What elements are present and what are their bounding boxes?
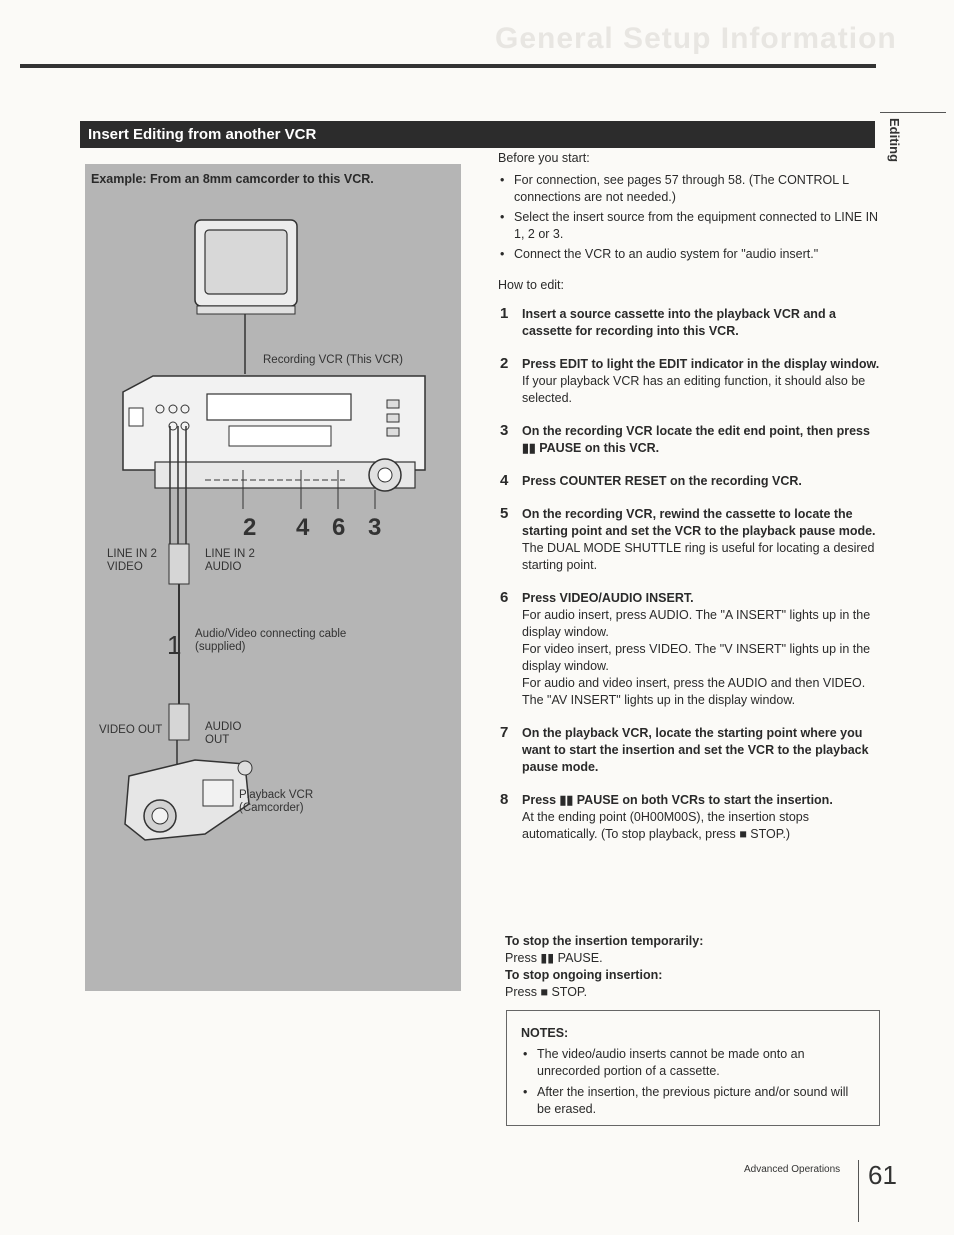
step-body: If your playback VCR has an editing function, it should also be selected.: [522, 374, 866, 405]
section-header: [80, 121, 875, 148]
footer-rule: [858, 1160, 859, 1222]
step: [498, 306, 880, 340]
list-item: • Select the insert source from the equipment connected to LINE IN 1, 2 or 3.: [498, 209, 880, 243]
callout-4: 4: [296, 514, 310, 541]
faint-header: General Setup Information: [495, 22, 897, 55]
side-rule: [880, 112, 946, 113]
step-number: 1: [500, 305, 509, 322]
step-body: For audio insert, press AUDIO. The "A INSERT" lights up in the display window. For video insert, press VIDEO. The "V INSERT" lights up in the display window. For audio and video insert, press the AUDIO and then VIDEO. The "AV INSERT" lights up in the display window.: [522, 608, 871, 707]
step-heading: Press EDIT to light the EDIT indicator in the display window.: [522, 357, 880, 371]
line-in-audio-label: LINE IN 2 AUDIO: [205, 548, 255, 573]
side-tab: [880, 114, 910, 174]
step-heading: Press VIDEO/AUDIO INSERT.: [522, 591, 694, 605]
stop-temp-body: Press ▮▮ PAUSE.: [505, 951, 603, 965]
step-heading: On the recording VCR, rewind the cassette to locate the starting point and set the VCR to the playback pause mode.: [522, 507, 876, 538]
vcr-icon: [123, 376, 425, 491]
step-number: 2: [500, 355, 509, 372]
callout-6: 6: [332, 514, 346, 541]
video-out-label: VIDEO OUT: [99, 724, 163, 736]
before-start: Before you start:: [498, 151, 590, 165]
notes-box: [506, 1010, 880, 1126]
step-body: The DUAL MODE SHUTTLE ring is useful for locating a desired starting point.: [522, 541, 875, 572]
side-tab-label: Editing: [887, 118, 902, 163]
step-heading: On the recording VCR locate the edit end point, then press ▮▮ PAUSE on this VCR.: [522, 424, 870, 455]
section-title: Insert Editing from another VCR: [88, 126, 317, 143]
playback-vcr-label: Playback VCR (Camcorder): [239, 789, 314, 814]
step-number: 3: [500, 422, 509, 439]
step: [498, 506, 880, 574]
step-number: 8: [500, 791, 509, 808]
steps-list: [498, 306, 880, 843]
tv-monitor-icon: [195, 220, 297, 374]
stop-temp-heading: To stop the insertion temporarily:: [505, 934, 704, 948]
step: [498, 725, 880, 776]
recording-vcr-label: Recording VCR (This VCR): [263, 354, 403, 366]
callout-3: 3: [368, 514, 382, 541]
example-panel: [85, 164, 461, 991]
callout-2: 2: [243, 514, 257, 541]
stop-ongoing-body: Press ■ STOP.: [505, 985, 588, 999]
cable-label: Audio/Video connecting cable (supplied): [195, 628, 347, 653]
instructions: [498, 150, 880, 859]
notes-list: [521, 1046, 865, 1118]
list-item: • For connection, see pages 57 through 58. (The CONTROL L connections are not needed.): [498, 172, 880, 206]
line-in-video-label: LINE IN 2 VIDEO: [107, 548, 157, 573]
step-heading: Insert a source cassette into the playback VCR and a cassette for recording into this VCR.: [522, 307, 837, 338]
step-heading: On the playback VCR, locate the starting point where you want to start the insertion and set the VCR to the playback pause mode.: [522, 726, 869, 774]
list-item: • The video/audio inserts cannot be made onto an unrecorded portion of a cassette.: [521, 1046, 865, 1080]
connection-diagram: [85, 164, 461, 991]
step: [498, 473, 880, 490]
stop-info: [505, 933, 875, 1001]
notes-heading: NOTES:: [521, 1026, 569, 1040]
step: [498, 792, 880, 843]
cable-number: 1: [167, 630, 182, 660]
example-label: Example: From an 8mm camcorder to this VCR.: [91, 172, 374, 186]
step-number: 6: [500, 589, 509, 606]
step-number: 4: [500, 472, 509, 489]
stop-ongoing-heading: To stop ongoing insertion:: [505, 968, 663, 982]
step-number: 7: [500, 724, 509, 741]
how-to-edit: How to edit:: [498, 278, 565, 292]
step-heading: Press ▮▮ PAUSE on both VCRs to start the insertion.: [522, 793, 833, 807]
footer-section-label: Advanced Operations: [744, 1164, 841, 1175]
step: [498, 356, 880, 407]
step-heading: Press COUNTER RESET on the recording VCR.: [522, 474, 802, 488]
list-item: • Connect the VCR to an audio system for "audio insert.": [498, 246, 880, 263]
prerequisite-list: [498, 172, 880, 263]
step-number: 5: [500, 505, 509, 522]
page-number: 61: [868, 1160, 897, 1190]
audio-out-label: AUDIO OUT: [205, 721, 242, 746]
step: [498, 590, 880, 709]
step: [498, 423, 880, 457]
list-item: • After the insertion, the previous picture and/or sound will be erased.: [521, 1084, 865, 1118]
top-rule: [20, 64, 876, 68]
camcorder-icon: [125, 760, 252, 840]
step-body: At the ending point (0H00M00S), the insertion stops automatically. (To stop playback, press ■ STOP.): [522, 810, 809, 841]
